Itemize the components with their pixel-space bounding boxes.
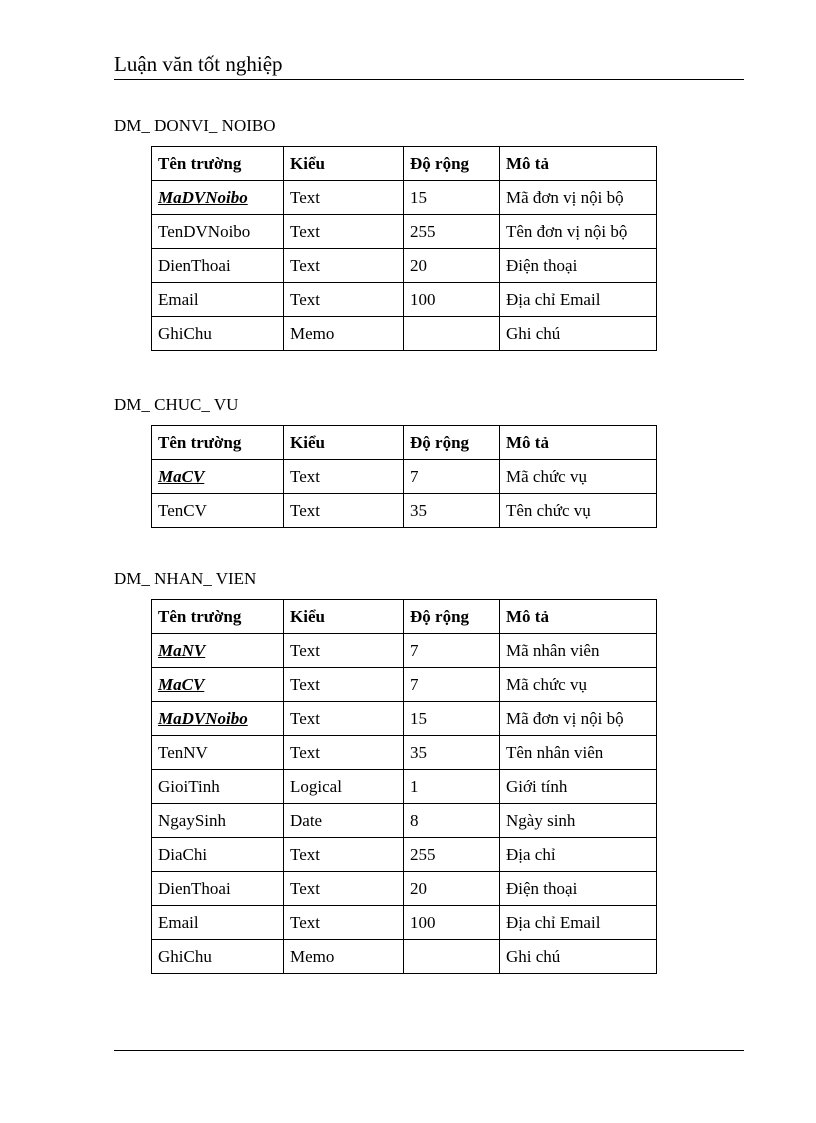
section-title: DM_ NHAN_ VIEN <box>114 569 257 588</box>
table-row <box>152 181 657 215</box>
field-width-cell: 35 <box>404 736 500 770</box>
column-header-width: Độ rộng <box>404 147 500 181</box>
section-title: DM_ DONVI_ NOIBO <box>114 116 276 135</box>
table-row <box>152 804 657 838</box>
field-name-cell: NgaySinh <box>152 804 284 838</box>
table-row <box>152 215 657 249</box>
primary-key-field-name: MaDVNoibo <box>158 187 248 207</box>
field-desc-cell: Ghi chú <box>500 317 657 351</box>
field-name-cell <box>152 460 284 494</box>
field-name-cell: DienThoai <box>152 872 284 906</box>
field-width-cell <box>404 940 500 974</box>
field-desc-cell: Điện thoại <box>500 872 657 906</box>
column-header-desc: Mô tả <box>500 600 657 634</box>
table-row <box>152 249 657 283</box>
field-type-cell: Text <box>284 906 404 940</box>
page-header <box>114 50 744 80</box>
table-row <box>152 283 657 317</box>
field-width-cell: 100 <box>404 906 500 940</box>
field-desc-cell: Tên đơn vị nội bộ <box>500 215 657 249</box>
field-name-cell <box>152 181 284 215</box>
field-table <box>151 146 657 351</box>
section-title: DM_ CHUC_ VU <box>114 395 239 414</box>
field-name-cell: GioiTinh <box>152 770 284 804</box>
field-type-cell: Text <box>284 249 404 283</box>
column-header-desc: Mô tả <box>500 426 657 460</box>
field-width-cell: 20 <box>404 872 500 906</box>
field-width-cell <box>404 317 500 351</box>
column-header-type: Kiểu <box>284 147 404 181</box>
field-name-cell <box>152 702 284 736</box>
column-header-name: Tên trường <box>152 147 284 181</box>
field-type-cell: Text <box>284 460 404 494</box>
field-desc-cell: Điện thoại <box>500 249 657 283</box>
field-desc-cell: Địa chỉ <box>500 838 657 872</box>
field-type-cell: Text <box>284 181 404 215</box>
table-row <box>152 770 657 804</box>
field-width-cell: 7 <box>404 460 500 494</box>
table-header-row <box>152 426 657 460</box>
column-header-width: Độ rộng <box>404 426 500 460</box>
field-type-cell: Logical <box>284 770 404 804</box>
table-row <box>152 736 657 770</box>
page-footer-rule <box>114 1050 744 1051</box>
field-table <box>151 599 657 974</box>
field-desc-cell: Tên chức vụ <box>500 494 657 528</box>
field-width-cell: 8 <box>404 804 500 838</box>
field-width-cell: 255 <box>404 215 500 249</box>
field-name-cell: TenDVNoibo <box>152 215 284 249</box>
table-row <box>152 838 657 872</box>
field-type-cell: Memo <box>284 317 404 351</box>
field-width-cell: 15 <box>404 702 500 736</box>
field-desc-cell: Mã nhân viên <box>500 634 657 668</box>
table-row <box>152 460 657 494</box>
field-type-cell: Text <box>284 736 404 770</box>
field-desc-cell: Tên nhân viên <box>500 736 657 770</box>
field-name-cell: DiaChi <box>152 838 284 872</box>
field-desc-cell: Ghi chú <box>500 940 657 974</box>
table-row <box>152 494 657 528</box>
column-header-name: Tên trường <box>152 426 284 460</box>
field-type-cell: Text <box>284 283 404 317</box>
field-desc-cell: Mã đơn vị nội bộ <box>500 702 657 736</box>
field-type-cell: Text <box>284 668 404 702</box>
field-desc-cell: Mã chức vụ <box>500 668 657 702</box>
field-name-cell <box>152 634 284 668</box>
field-width-cell: 1 <box>404 770 500 804</box>
field-type-cell: Text <box>284 215 404 249</box>
field-desc-cell: Mã chức vụ <box>500 460 657 494</box>
field-type-cell: Date <box>284 804 404 838</box>
primary-key-field-name: MaCV <box>158 466 205 486</box>
column-header-type: Kiểu <box>284 600 404 634</box>
field-width-cell: 15 <box>404 181 500 215</box>
table-row <box>152 634 657 668</box>
field-desc-cell: Địa chỉ Email <box>500 906 657 940</box>
field-width-cell: 100 <box>404 283 500 317</box>
table-header-row <box>152 147 657 181</box>
table-row <box>152 906 657 940</box>
field-width-cell: 7 <box>404 634 500 668</box>
field-name-cell: Email <box>152 283 284 317</box>
table-row <box>152 940 657 974</box>
field-desc-cell: Mã đơn vị nội bộ <box>500 181 657 215</box>
field-name-cell <box>152 668 284 702</box>
primary-key-field-name: MaNV <box>158 640 206 660</box>
primary-key-field-name: MaDVNoibo <box>158 708 248 728</box>
field-desc-cell: Giới tính <box>500 770 657 804</box>
field-width-cell: 255 <box>404 838 500 872</box>
field-type-cell: Text <box>284 838 404 872</box>
field-type-cell: Text <box>284 702 404 736</box>
field-type-cell: Text <box>284 494 404 528</box>
column-header-type: Kiểu <box>284 426 404 460</box>
primary-key-field-name: MaCV <box>158 674 205 694</box>
column-header-desc: Mô tả <box>500 147 657 181</box>
table-header-row <box>152 600 657 634</box>
column-header-name: Tên trường <box>152 600 284 634</box>
field-desc-cell: Địa chỉ Email <box>500 283 657 317</box>
page-header-title: Luận văn tốt nghiệp <box>114 52 283 76</box>
field-type-cell: Memo <box>284 940 404 974</box>
field-width-cell: 7 <box>404 668 500 702</box>
table-row <box>152 872 657 906</box>
table-row <box>152 702 657 736</box>
field-name-cell: Email <box>152 906 284 940</box>
field-desc-cell: Ngày sinh <box>500 804 657 838</box>
field-type-cell: Text <box>284 872 404 906</box>
field-name-cell: TenNV <box>152 736 284 770</box>
table-row <box>152 668 657 702</box>
field-name-cell: GhiChu <box>152 940 284 974</box>
field-table <box>151 425 657 528</box>
column-header-width: Độ rộng <box>404 600 500 634</box>
table-row <box>152 317 657 351</box>
field-type-cell: Text <box>284 634 404 668</box>
field-width-cell: 35 <box>404 494 500 528</box>
field-width-cell: 20 <box>404 249 500 283</box>
field-name-cell: TenCV <box>152 494 284 528</box>
field-name-cell: GhiChu <box>152 317 284 351</box>
field-name-cell: DienThoai <box>152 249 284 283</box>
